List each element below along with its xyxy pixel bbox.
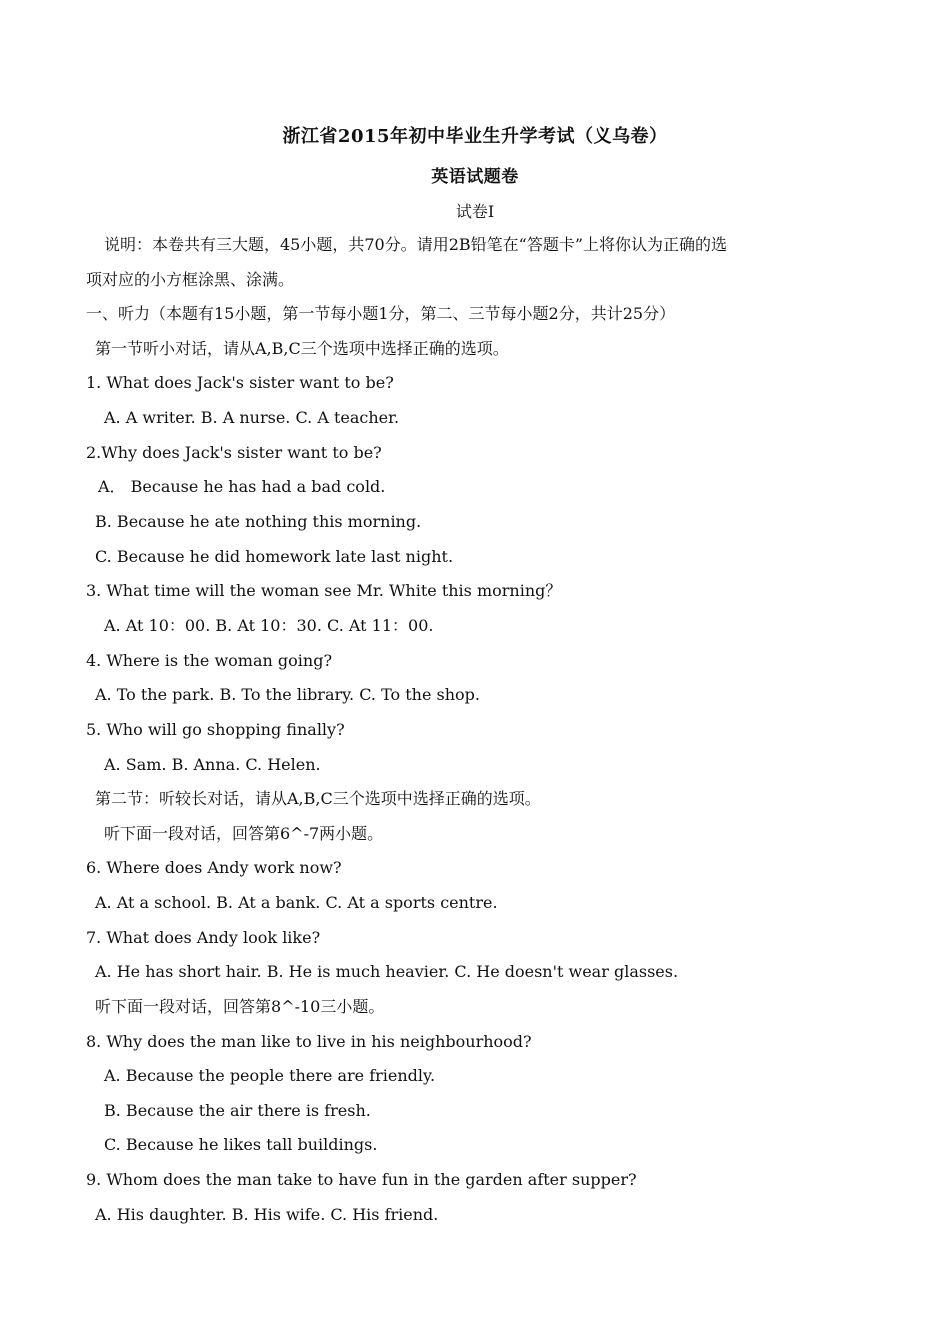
instructions-line-2: 项对应的小方框涂黑、涂满。 xyxy=(86,270,295,289)
section1-heading: 一、听力（本题有15小题，第一节每小题1分，第二、三节每小题2分，共计25分） xyxy=(86,304,676,323)
question-4: 4. Where is the woman going? xyxy=(86,651,333,670)
instructions-line-1: 说明：本卷共有三大题，45小题，共70分。请用2B铅笔在“答题卡”上将你认为正确的选 xyxy=(104,235,728,254)
question-9: 9. Whom does the man take to have fun in the garden after supper? xyxy=(86,1170,637,1189)
question-8-option-c: C. Because he likes tall buildings. xyxy=(104,1135,378,1154)
question-3: 3. What time will the woman see Mr. White this morning？ xyxy=(86,581,562,600)
exam-title: 浙江省2015年初中毕业生升学考试（义乌卷） xyxy=(282,126,668,147)
question-9-options: A. His daughter. B. His wife. C. His friend. xyxy=(95,1205,439,1224)
question-1: 1. What does Jack's sister want to be? xyxy=(86,373,394,392)
part2-intro: 第二节：听较长对话，请从A,B,C三个选项中选择正确的选项。 xyxy=(95,789,541,808)
question-4-options: A. To the park. B. To the library. C. To the shop. xyxy=(95,685,480,704)
paper-label: 试卷Ⅰ xyxy=(455,202,495,221)
exam-subtitle: 英语试题卷 xyxy=(431,167,519,187)
question-5: 5. Who will go shopping finally? xyxy=(86,720,345,739)
dialog-2-intro: 听下面一段对话，回答第8^-10三小题。 xyxy=(95,997,385,1016)
question-6-options: A. At a school. B. At a bank. C. At a sports centre. xyxy=(95,893,498,912)
question-7-options: A. He has short hair. B. He is much heavier. C. He doesn't wear glasses. xyxy=(95,962,679,981)
question-2: 2.Why does Jack's sister want to be? xyxy=(86,443,382,462)
question-2-option-a: A． Because he has had a bad cold. xyxy=(98,477,386,496)
question-8: 8. Why does the man like to live in his neighbourhood? xyxy=(86,1032,532,1051)
question-8-option-a: A. Because the people there are friendly. xyxy=(104,1066,436,1085)
question-2-option-b: B. Because he ate nothing this morning. xyxy=(95,512,422,531)
dialog-1-intro: 听下面一段对话，回答第6^-7两小题。 xyxy=(104,824,384,843)
question-1-options: A. A writer. B. A nurse. C. A teacher. xyxy=(104,408,400,427)
question-6: 6. Where does Andy work now? xyxy=(86,858,342,877)
question-3-options: A. At 10：00. B. At 10：30. C. At 11：00. xyxy=(104,616,434,635)
part1-intro: 第一节听小对话，请从A,B,C三个选项中选择正确的选项。 xyxy=(95,339,509,358)
question-8-option-b: B. Because the air there is fresh. xyxy=(104,1101,371,1120)
question-5-options: A. Sam. B. Anna. C. Helen. xyxy=(104,755,321,774)
question-2-option-c: C. Because he did homework late last night. xyxy=(95,547,454,566)
question-7: 7. What does Andy look like? xyxy=(86,928,321,947)
